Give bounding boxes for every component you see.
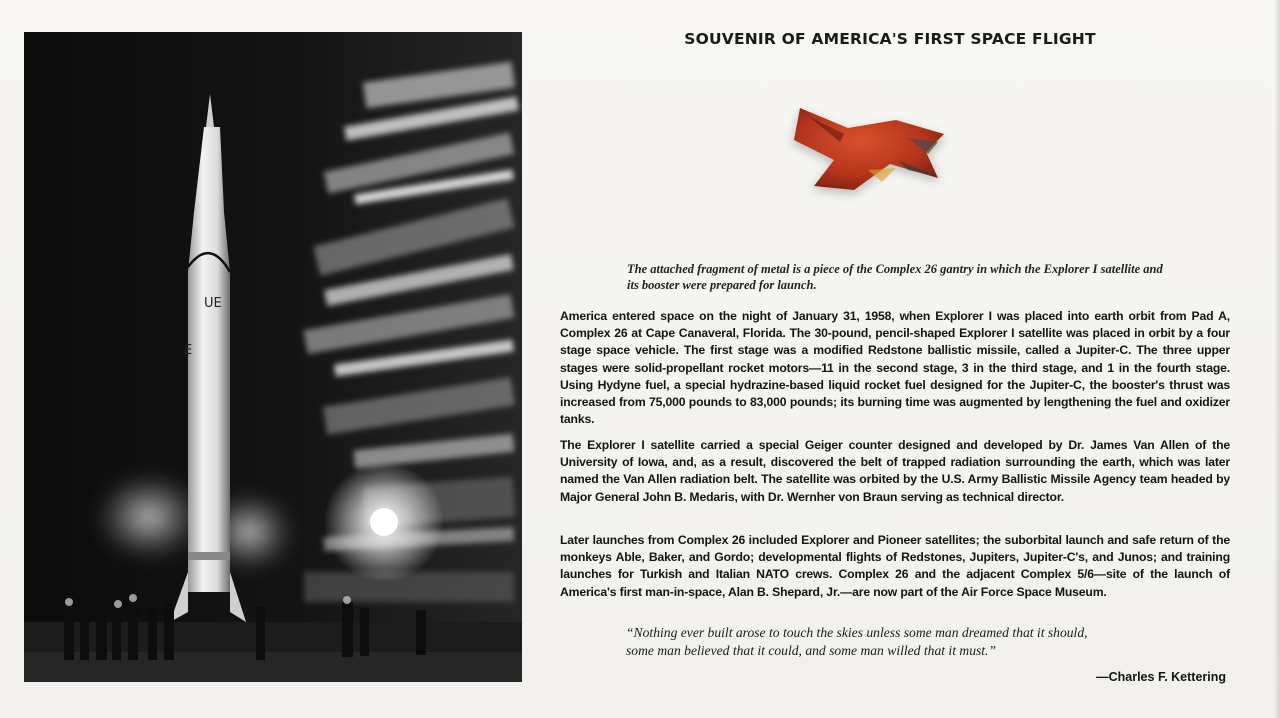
quote-line-2: some man believed that it could, and some man willed that it must.” <box>626 643 997 658</box>
rocket-marking-upper: UE <box>204 296 222 311</box>
rocket-marking-lower: E <box>184 343 193 358</box>
smoke-left <box>94 472 204 562</box>
rocket-photo-art <box>24 32 522 682</box>
quote-attribution: —Charles F. Kettering <box>1096 670 1226 684</box>
paragraph-explorer-launch: America entered space on the night of January 31, 1958, when Explorer I was placed into earth orbit from Pad A, Complex 26 at Cape Canaveral, Florida. The 30-pound, pencil-shaped Explorer I satellite was placed in orbit by a four stage space vehicle. The first stage was a modified Redstone ballistic missile, called a Jupiter-C. The three upper stages were solid-propellant rocket motors—11 in the second stage, 3 in the third stage, and 1 in the fourth stage. Using Hydyne fuel, a special hydrazine-based liquid rocket fuel designed for the Jupiter-C, the booster's thrust was increased from 75,000 pounds to 83,000 pounds; its burning time was augmented by lengthening the fuel and oxidizer tanks. <box>560 309 1230 427</box>
metal-fragment-image <box>778 98 958 208</box>
kettering-quote <box>626 624 1186 660</box>
metal-fragment-art <box>778 98 958 208</box>
fragment-caption: The attached fragment of metal is a piece of the Complex 26 gantry in which the Explorer I satellite and its booster were prepared for launch. <box>627 262 1163 292</box>
card-edge-shadow <box>1274 0 1280 718</box>
rocket-launch-photo <box>24 32 522 682</box>
paragraph-complex-26: Later launches from Complex 26 included Explorer and Pioneer satellites; the suborbital launch and safe return of the monkeys Able, Baker, and Gordo; developmental flights of Redstones, Jupiters, Jupiter-C's, and Junos; and training launches for Turkish and Italian NATO crews. Complex 26 and the adjacent Complex 5/6—site of the launch of America's first man-in-space, Alan B. Shepard, Jr.—are now part of the Air Force Space Museum. <box>560 533 1230 599</box>
quote-line-1: “Nothing ever built arose to touch the skies unless some man dreamed that it should, <box>626 625 1088 640</box>
floodlight <box>370 508 398 536</box>
paragraph-van-allen: The Explorer I satellite carried a special Geiger counter designed and developed by Dr. James Van Allen of the University of Iowa, and, as a result, discovered the belt of trapped radiation surrounding the earth, which was later named the Van Allen radiation belt. The satellite was orbited by the U.S. Army Ballistic Missile Agency team headed by Major General John B. Medaris, with Dr. Wernher von Braun serving as technical director. <box>560 438 1230 504</box>
page-title: SOUVENIR OF AMERICA'S FIRST SPACE FLIGHT <box>684 30 1096 48</box>
